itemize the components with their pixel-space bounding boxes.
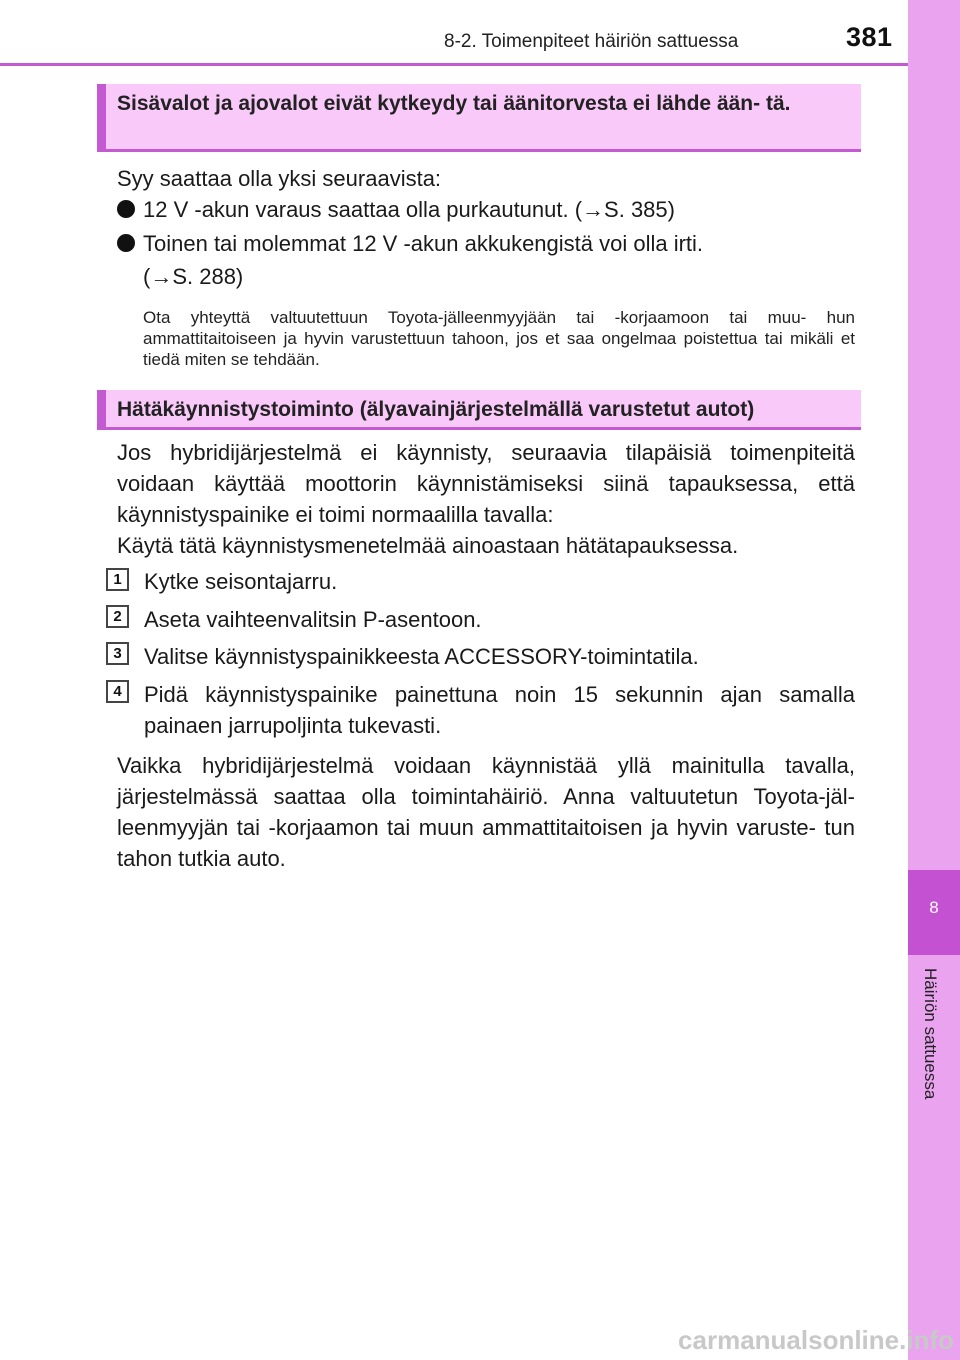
chapter-number-block <box>908 870 960 955</box>
step-number-badge: 2 <box>106 605 129 628</box>
running-header: 8-2. Toimenpiteet häiriön sattuessa <box>444 31 739 52</box>
bullet-icon <box>117 234 135 252</box>
step-number-badge: 3 <box>106 642 129 665</box>
bullet-item-continuation: (→S. 288) <box>143 264 244 289</box>
chapter-label: Häiriön sattuessa <box>921 968 940 1100</box>
closing-paragraph: Vaikka hybridijärjestelmä voidaan käynnistää yllä mainitulla tavalla, järjestelmässä saattaa olla toimintahäiriö. Anna valtuutetun Toyota-jäl- leenmyyjän tai -korjaamon tai muun ammattitaitoisen ja hyvin varuste- tun tahon tutkia auto. <box>117 753 855 871</box>
section-heading: Hätäkäynnistystoiminto (älyavainjärjestelmällä varustetut autot) <box>117 398 755 421</box>
section-intro: Syy saattaa olla yksi seuraavista: <box>117 166 442 191</box>
header-divider <box>0 63 908 66</box>
watermark: carmanualsonline.info <box>678 1325 954 1355</box>
bullet-item: 12 V -akun varaus saattaa olla purkautunut. (→S. 385) <box>143 197 675 222</box>
section-intro-warning: Käytä tätä käynnistysmenetelmää ainoastaan hätätapauksessa. <box>117 533 739 558</box>
step-text: Pidä käynnistyspainike painettuna noin 15 sekunnin ajan samalla painaen jarrupoljinta tukevasti. <box>144 682 855 738</box>
chapter-number: 8 <box>929 898 939 917</box>
step-text: Aseta vaihteenvalitsin P-asentoon. <box>144 607 482 632</box>
step-number-badge: 4 <box>106 680 129 703</box>
section-heading-bar <box>97 390 106 427</box>
section-heading-box <box>97 390 861 430</box>
section-heading-bar <box>97 84 106 149</box>
section-intro: Jos hybridijärjestelmä ei käynnisty, seuraavia tilapäisiä toimenpiteitä voidaan käyttää moottorin käynnistämiseksi siinä tapauksessa, että käynnistyspainike ei toimi normaalilla tavalla: <box>117 440 855 527</box>
step-text: Valitse käynnistyspainikkeesta ACCESSORY-toimintatila. <box>144 644 699 669</box>
bullet-item: Toinen tai molemmat 12 V -akun akkukengistä voi olla irti. <box>143 231 704 256</box>
note-paragraph: Ota yhteyttä valtuutettuun Toyota-jälleenmyyjään tai -korjaamoon tai muu- hun ammattitaitoiseen ja hyvin varustettuun tahoon, jos et saa ongelmaa poistettua tai mikäli et tiedä miten se tehdään. <box>143 308 855 369</box>
section-heading-box <box>97 84 861 152</box>
chapter-side-tab <box>908 0 960 1360</box>
section-heading: Sisävalot ja ajovalot eivät kytkeydy tai äänitorvesta ei lähde ään- tä. <box>117 92 791 115</box>
bullet-icon <box>117 200 135 218</box>
step-number-badge: 1 <box>106 568 129 591</box>
page-number: 381 <box>846 22 893 52</box>
step-text: Kytke seisontajarru. <box>144 569 338 594</box>
